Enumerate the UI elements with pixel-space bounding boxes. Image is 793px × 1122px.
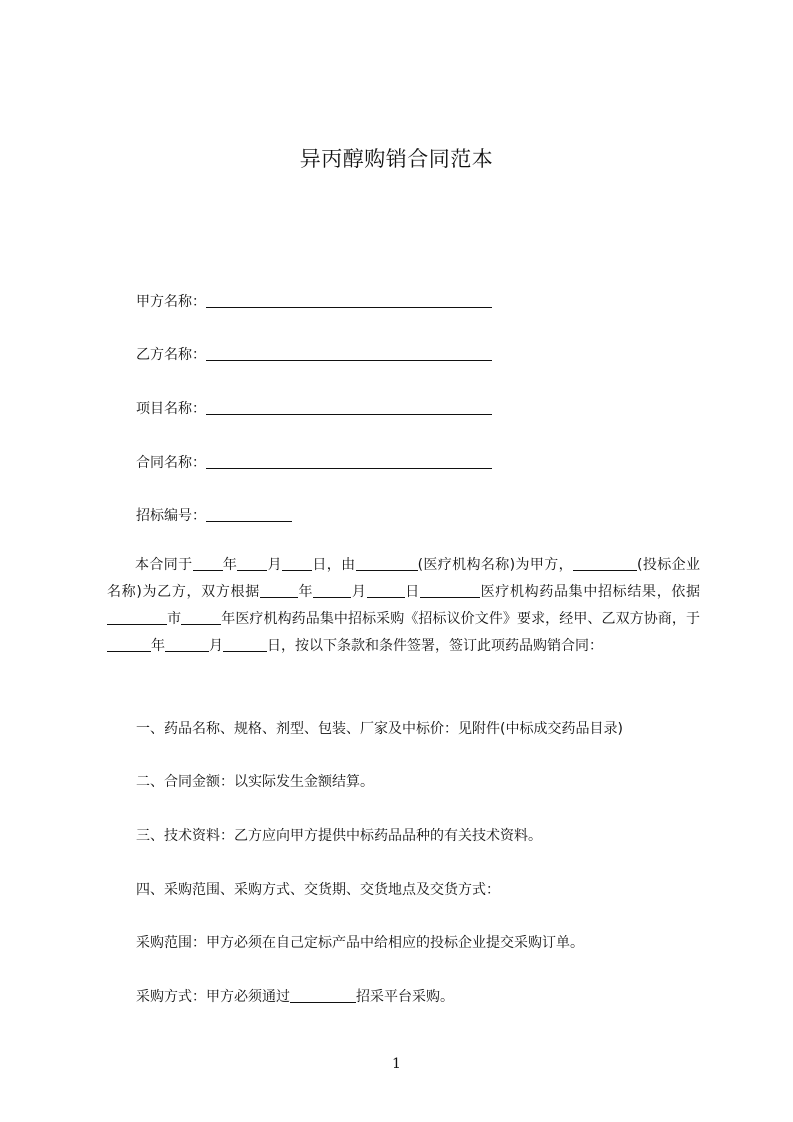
- blank: [356, 556, 418, 571]
- document-title: 异丙醇购销合同范本: [299, 147, 494, 171]
- purchase-method-text: 采购方式：甲方必须通过: [136, 989, 290, 1005]
- clause-3: 三、技术资料：乙方应向甲方提供中标药品品种的有关技术资料。: [136, 828, 542, 844]
- clause-2: 二、合同金额：以实际发生金额结算。: [136, 774, 374, 790]
- platform-blank: [290, 988, 356, 1003]
- party-b-name-field: [136, 345, 492, 365]
- blank: [282, 556, 312, 571]
- tender-number-label: 招标编号：: [136, 508, 206, 524]
- party-a-name-blank: [206, 293, 492, 308]
- blank: [165, 637, 209, 652]
- intro-text: 月: [267, 557, 283, 573]
- party-a-name-field: [136, 292, 492, 312]
- blank: [181, 610, 221, 625]
- blank: [223, 637, 267, 652]
- project-name-blank: [206, 400, 492, 415]
- intro-text: 月: [351, 584, 367, 600]
- blank: [237, 556, 267, 571]
- contract-name-label: 合同名称：: [136, 455, 206, 471]
- intro-paragraph: [107, 552, 700, 660]
- intro-text: 月: [209, 638, 223, 654]
- blank: [573, 556, 637, 571]
- party-a-name-label: 甲方名称：: [136, 294, 206, 310]
- intro-text: 市: [167, 611, 182, 627]
- party-b-name-label: 乙方名称：: [136, 347, 206, 363]
- clause-1: 一、药品名称、规格、剂型、包装、厂家及中标价：见附件(中标成交药品目录): [136, 721, 623, 737]
- page-number: 1: [392, 1056, 401, 1072]
- intro-text: (医疗机构名称)为甲方，: [417, 557, 574, 573]
- intro-text: 医疗机构药品集中招标结果，依据: [479, 584, 701, 600]
- intro-text: 年: [151, 638, 165, 654]
- party-b-name-blank: [206, 346, 492, 361]
- tender-number-field: [136, 506, 292, 526]
- blank: [313, 583, 351, 598]
- intro-text: 日: [404, 584, 420, 600]
- intro-text: 年医疗机构药品集中招标采购《招标议价文件》要求，经甲、乙双方协商，于: [221, 611, 701, 627]
- blank: [420, 583, 480, 598]
- contract-name-blank: [206, 454, 492, 469]
- blank: [107, 610, 167, 625]
- intro-text: 日，由: [312, 557, 356, 573]
- intro-text: 年: [222, 557, 238, 573]
- blank: [367, 583, 405, 598]
- blank: [193, 556, 223, 571]
- purchase-method-text: 招采平台采购。: [356, 989, 454, 1005]
- clause-purchase-scope: 采购范围：甲方必须在自己定标产品中给相应的投标企业提交采购订单。: [136, 935, 584, 951]
- contract-name-field: [136, 453, 492, 473]
- intro-text: 本合同于: [135, 557, 193, 573]
- intro-text: 日，按以下条款和条件签署，签订此项药品购销合同：: [267, 638, 603, 654]
- blank: [107, 637, 151, 652]
- project-name-label: 项目名称：: [136, 401, 206, 417]
- tender-number-blank: [206, 507, 292, 522]
- intro-text: (投标企业名称)为乙方，双方根据: [107, 557, 701, 600]
- project-name-field: [136, 399, 492, 419]
- intro-text: 年: [297, 584, 314, 600]
- blank: [260, 583, 298, 598]
- clause-purchase-method: [136, 987, 454, 1007]
- clause-4: 四、采购范围、采购方式、交货期、交货地点及交货方式：: [136, 882, 500, 898]
